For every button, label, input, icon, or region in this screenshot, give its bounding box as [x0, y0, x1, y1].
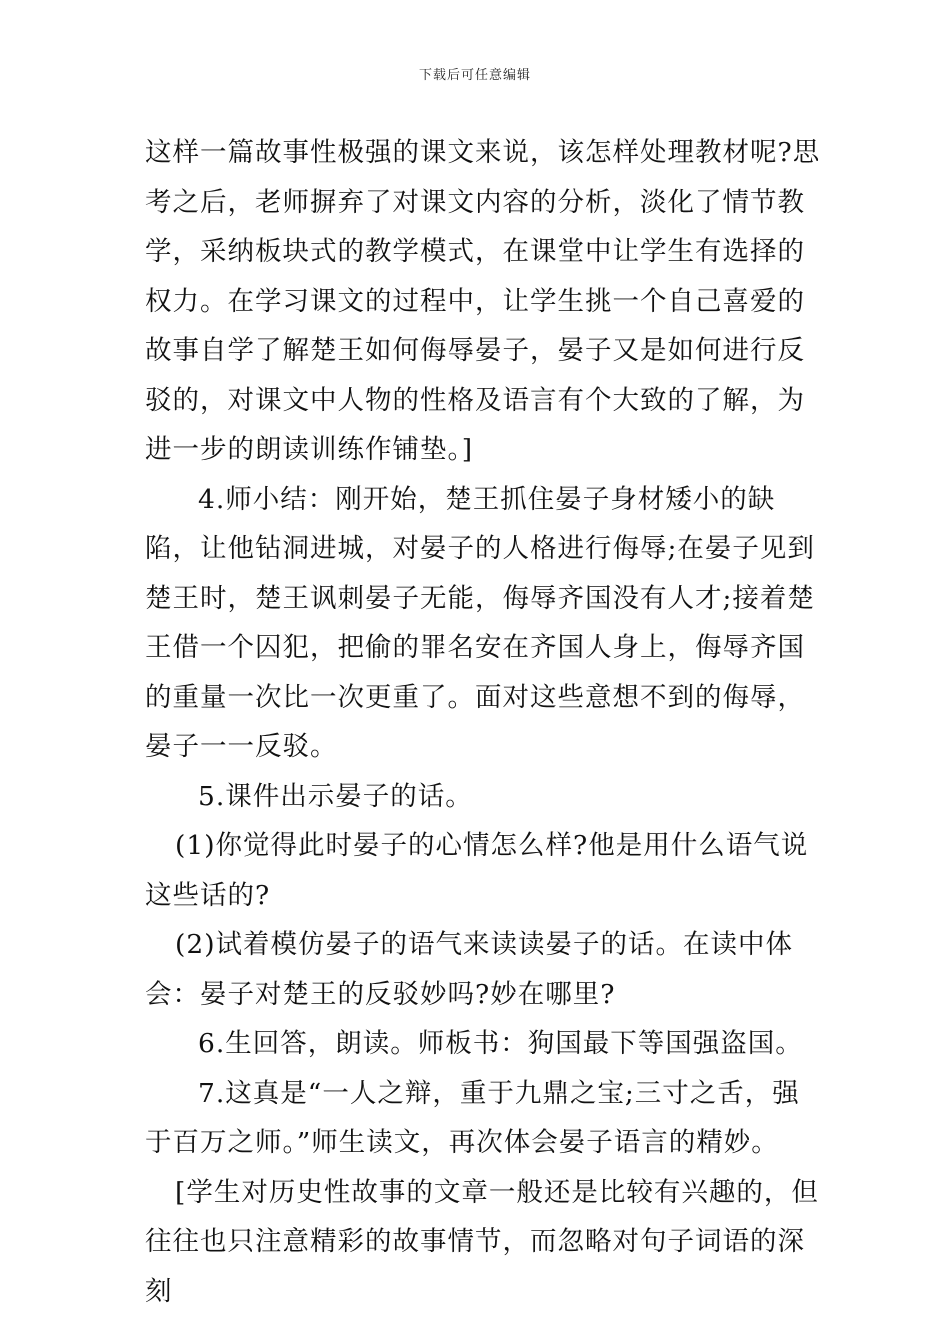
document-body	[145, 128, 825, 1316]
paragraph-teacher-summary: 4.师小结：刚开始，楚王抓住晏子身材矮小的缺陷，让他钻洞进城，对晏子的人格进行侮辱;在晏子见到楚王时，楚王讽刺晏子无能，侮辱齐国没有人才;接着楚王借一个囚犯，把偷的罪名安在齐国人身上，侮辱齐国的重量一次比一次更重了。面对这些意想不到的侮辱，晏子一一反驳。	[145, 483, 815, 762]
paragraph-step-5: 5.课件出示晏子的话。	[198, 780, 473, 812]
page-header-note: 下载后可任意编辑	[418, 68, 531, 83]
paragraph-question-1: (1)你觉得此时晏子的心情怎么样?他是用什么语气说这些话的?	[145, 830, 809, 911]
paragraph-step-7: 7.这真是“一人之辩，重于九鼎之宝;三寸之舌，强于百万之师。”师生读文，再次体会晏子语言的精妙。	[145, 1077, 800, 1158]
paragraph-step-6: 6.生回答，朗读。师板书：狗国最下等国强盗国。	[198, 1028, 803, 1059]
paragraph-commentary: [学生对历史性故事的文章一般还是比较有兴趣的，但往往也只注意精彩的故事情节，而忽略对句子词语的深刻	[145, 1176, 819, 1307]
paragraph-continuation: 这样一篇故事性极强的课文来说，该怎样处理教材呢?思考之后，老师摒弃了对课文内容的分析，淡化了情节教学，采纳板块式的教学模式，在课堂中让学生有选择的权力。在学习课文的过程中，让学生挑一个自己喜爱的故事自学了解楚王如何侮辱晏子，晏子又是如何进行反驳的，对课文中人物的性格及语言有个大致的了解，为进一步的朗读训练作铺垫。]	[145, 137, 821, 465]
paragraph-question-2: (2)试着模仿晏子的语气来读读晏子的话。在读中体会：晏子对楚王的反驳妙吗?妙在哪里?	[145, 929, 794, 1010]
